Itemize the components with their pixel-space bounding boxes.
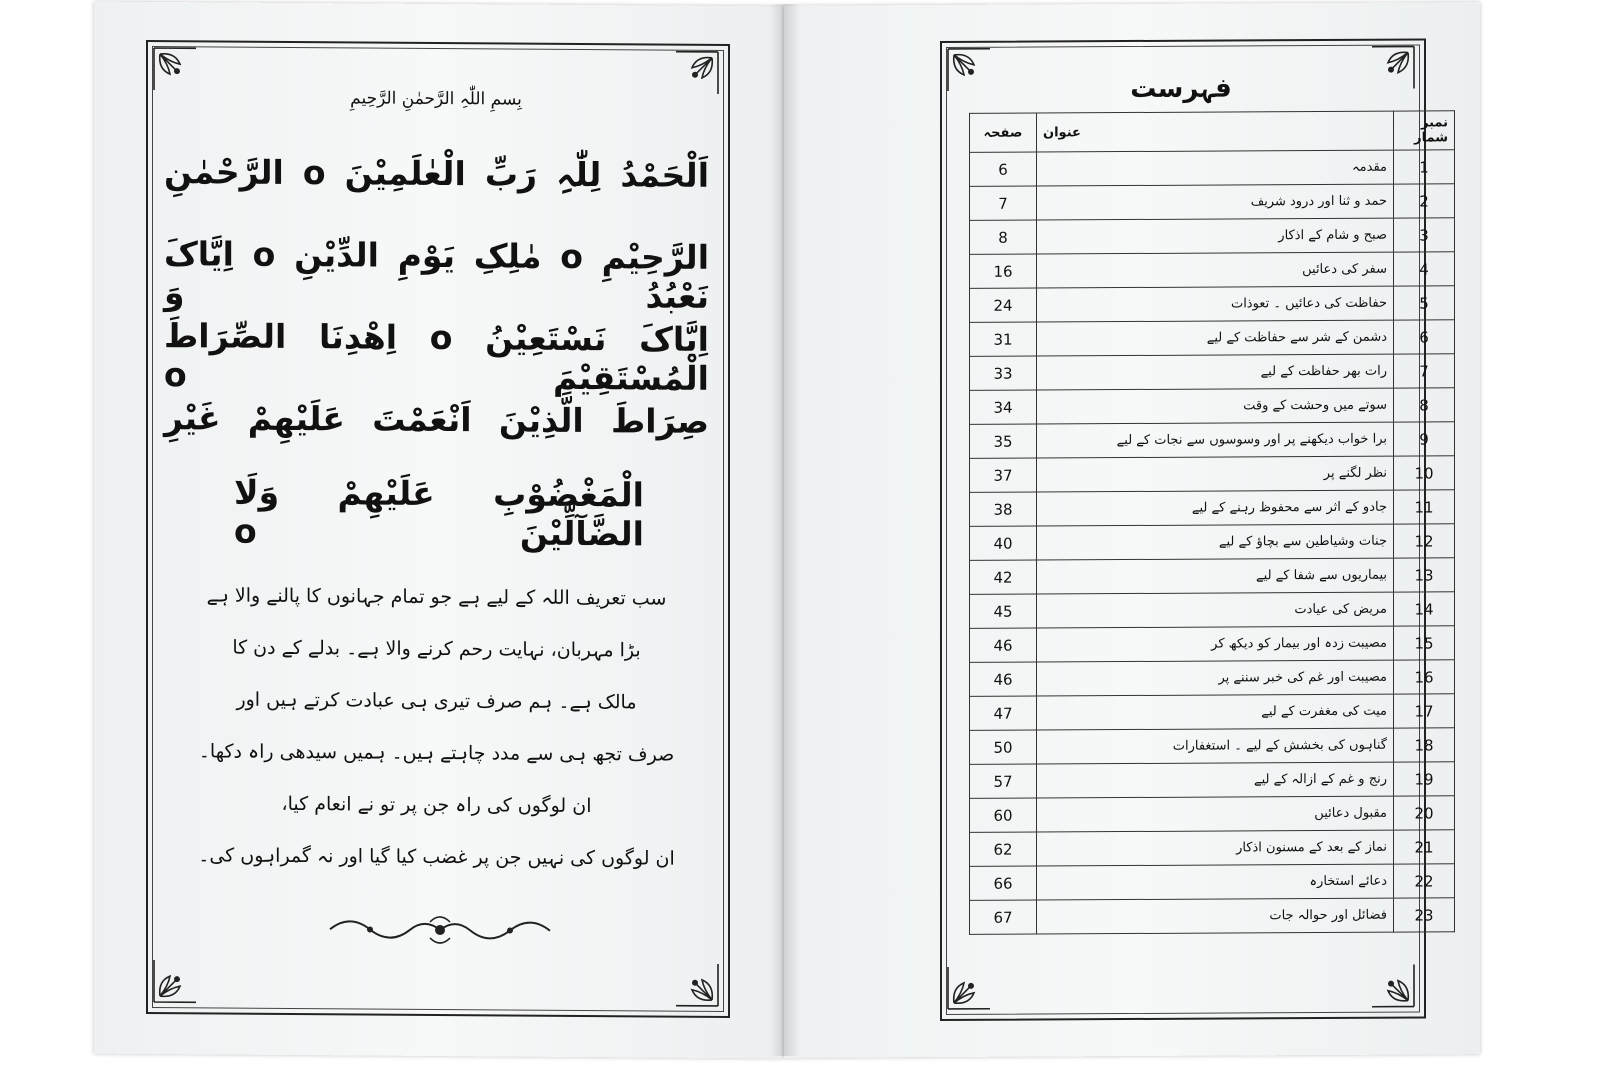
row-title: بیماریوں سے شفا کے لیے (1037, 558, 1394, 594)
table-row (970, 184, 1455, 221)
book-spine (770, 4, 800, 1056)
row-page: 34 (970, 390, 1037, 424)
row-page: 42 (970, 560, 1037, 594)
row-page: 62 (970, 832, 1037, 866)
row-title: برا خواب دیکھنے پر اور وسوسوں سے نجات کے لیے (1037, 422, 1394, 458)
translation-line: صرف تجھ ہی سے مدد چاہتے ہیں۔ ہمیں سیدھی راہ دکھا۔ (198, 740, 675, 766)
row-title: حمد و ثنا اور درود شریف (1037, 184, 1394, 220)
row-title: سوتے میں وحشت کے وقت (1037, 388, 1394, 424)
toc-heading: فہرست (1130, 73, 1232, 105)
fatiha-line: الرَّحِیْمِ o مٰلِکِ یَوْمِ الدِّیْنِ o اِیَّاکَ نَعْبُدُ وَ (164, 234, 709, 316)
row-number: 15 (1394, 626, 1455, 660)
fatiha-line: اِیَّاکَ نَسْتَعِیْنُ o اِھْدِنَا الصِّرَاطَ الْمُسْتَقِیْمَ o (164, 316, 709, 398)
row-number: 19 (1394, 762, 1455, 796)
row-number: 3 (1394, 218, 1455, 252)
translation-line: مالک ہے۔ ہم صرف تیری ہی عبادت کرتے ہیں اور (236, 688, 637, 714)
row-title: فضائل اور حوالہ جات (1037, 898, 1394, 934)
left-page (94, 2, 784, 1059)
table-row (970, 898, 1455, 935)
row-number: 10 (1394, 456, 1455, 490)
row-title: رنج و غم کے ازالہ کے لیے (1037, 762, 1394, 798)
row-title: مقبول دعائیں (1037, 796, 1394, 832)
row-number: 12 (1394, 524, 1455, 558)
row-number: 16 (1394, 660, 1455, 694)
table-row (970, 456, 1455, 493)
row-number: 2 (1394, 184, 1455, 218)
divider-ornament-icon (320, 909, 560, 951)
table-row (970, 422, 1455, 459)
row-title: میت کی مغفرت کے لیے (1037, 694, 1394, 730)
row-page: 67 (970, 900, 1037, 934)
table-row (970, 252, 1455, 289)
row-number: 9 (1394, 422, 1455, 456)
row-number: 5 (1394, 286, 1455, 320)
row-title: سفر کی دعائیں (1037, 252, 1394, 288)
row-number: 17 (1394, 694, 1455, 728)
open-booklet (94, 4, 1480, 1056)
fatiha-line: اَلْحَمْدُ لِلّٰہِ رَبِّ الْعٰلَمِیْنَ o الرَّحْمٰنِ (164, 152, 710, 195)
row-title: جادو کے اثر سے محفوظ رہنے کے لیے (1037, 490, 1394, 526)
fatiha-line: الْمَغْضُوْبِ عَلَیْھِمْ وَلَا الضَّآلِّیْنَ o (234, 472, 644, 554)
row-page: 16 (970, 254, 1037, 288)
table-row (970, 592, 1455, 629)
row-number: 6 (1394, 320, 1455, 354)
corner-ornament-icon (1368, 961, 1418, 1011)
row-title: مصیبت زدہ اور بیمار کو دیکھ کر (1037, 626, 1394, 662)
bismillah: بِسمِ اللّٰہِ الرَّحمٰنِ الرَّحِیمِ (350, 88, 522, 110)
column-header-title: عنوان (1037, 111, 1394, 152)
table-row (970, 762, 1455, 799)
row-number: 18 (1394, 728, 1455, 762)
row-title: مصیبت اور غم کی خبر سننے پر (1037, 660, 1394, 696)
table-row (970, 660, 1455, 697)
table-row (970, 354, 1455, 391)
corner-ornament-icon (150, 956, 200, 1006)
toc-body (970, 150, 1455, 935)
row-title: نظر لگنے پر (1037, 456, 1394, 492)
row-page: 47 (970, 696, 1037, 730)
row-page: 60 (970, 798, 1037, 832)
table-row (970, 490, 1455, 527)
row-page: 7 (970, 186, 1037, 220)
table-of-contents (969, 110, 1455, 935)
translation-line: سب تعریف اللہ کے لیے ہے جو تمام جہانوں کا پالنے والا ہے (206, 584, 667, 610)
corner-ornament-icon (944, 963, 994, 1013)
row-title: رات بھر حفاظت کے لیے (1037, 354, 1394, 390)
row-title: صبح و شام کے اذکار (1037, 218, 1394, 254)
row-number: 1 (1394, 150, 1455, 184)
table-row (970, 524, 1455, 561)
corner-ornament-icon (672, 960, 722, 1010)
row-number: 4 (1394, 252, 1455, 286)
row-title: مقدمہ (1037, 150, 1394, 186)
row-number: 21 (1394, 830, 1455, 864)
table-row (970, 558, 1455, 595)
row-number: 11 (1394, 490, 1455, 524)
row-title: دعائے استخارہ (1037, 864, 1394, 900)
fatiha-line: صِرَاطَ الَّذِیْنَ اَنْعَمْتَ عَلَیْھِمْ غَیْرِ (164, 398, 709, 441)
table-row (970, 694, 1455, 731)
row-title: جنات وشیاطین سے بچاؤ کے لیے (1037, 524, 1394, 560)
row-number: 13 (1394, 558, 1455, 592)
row-page: 33 (970, 356, 1037, 390)
row-number: 23 (1394, 898, 1455, 932)
row-page: 45 (970, 594, 1037, 628)
row-number: 20 (1394, 796, 1455, 830)
translation-line: ان لوگوں کی راہ جن پر تو نے انعام کیا، (281, 792, 592, 818)
row-title: دشمن کے شر سے حفاظت کے لیے (1037, 320, 1394, 356)
table-row (970, 320, 1455, 357)
row-page: 24 (970, 288, 1037, 322)
table-row (970, 796, 1455, 833)
row-page: 66 (970, 866, 1037, 900)
right-page (784, 2, 1480, 1058)
row-page: 8 (970, 220, 1037, 254)
row-title: گناہوں کی بخشش کے لیے ۔ استغفارات (1037, 728, 1394, 764)
column-header-page: صفحہ (970, 113, 1037, 152)
row-number: 8 (1394, 388, 1455, 422)
translation-line: ان لوگوں کی نہیں جن پر غضب کیا گیا اور نہ گمراہوں کی۔ (198, 844, 675, 870)
row-page: 57 (970, 764, 1037, 798)
row-page: 37 (970, 458, 1037, 492)
row-page: 50 (970, 730, 1037, 764)
table-row (970, 728, 1455, 765)
row-page: 35 (970, 424, 1037, 458)
column-header-number: نمبر شمار (1394, 111, 1455, 150)
table-row (970, 218, 1455, 255)
translation-line: بڑا مہربان، نہایت رحم کرنے والا ہے۔ بدلے کے دن کا (232, 636, 641, 662)
row-page: 40 (970, 526, 1037, 560)
table-row (970, 150, 1455, 187)
row-title: مریض کی عیادت (1037, 592, 1394, 628)
row-page: 46 (970, 628, 1037, 662)
row-page: 46 (970, 662, 1037, 696)
table-row (970, 830, 1455, 867)
row-page: 31 (970, 322, 1037, 356)
row-title: نماز کے بعد کے مسنون اذکار (1037, 830, 1394, 866)
table-header-row (970, 111, 1455, 153)
row-title: حفاظت کی دعائیں ۔ تعوذات (1037, 286, 1394, 322)
row-number: 7 (1394, 354, 1455, 388)
row-page: 6 (970, 152, 1037, 186)
table-row (970, 626, 1455, 663)
row-number: 14 (1394, 592, 1455, 626)
table-row (970, 864, 1455, 901)
table-row (970, 286, 1455, 323)
table-row (970, 388, 1455, 425)
row-page: 38 (970, 492, 1037, 526)
row-number: 22 (1394, 864, 1455, 898)
